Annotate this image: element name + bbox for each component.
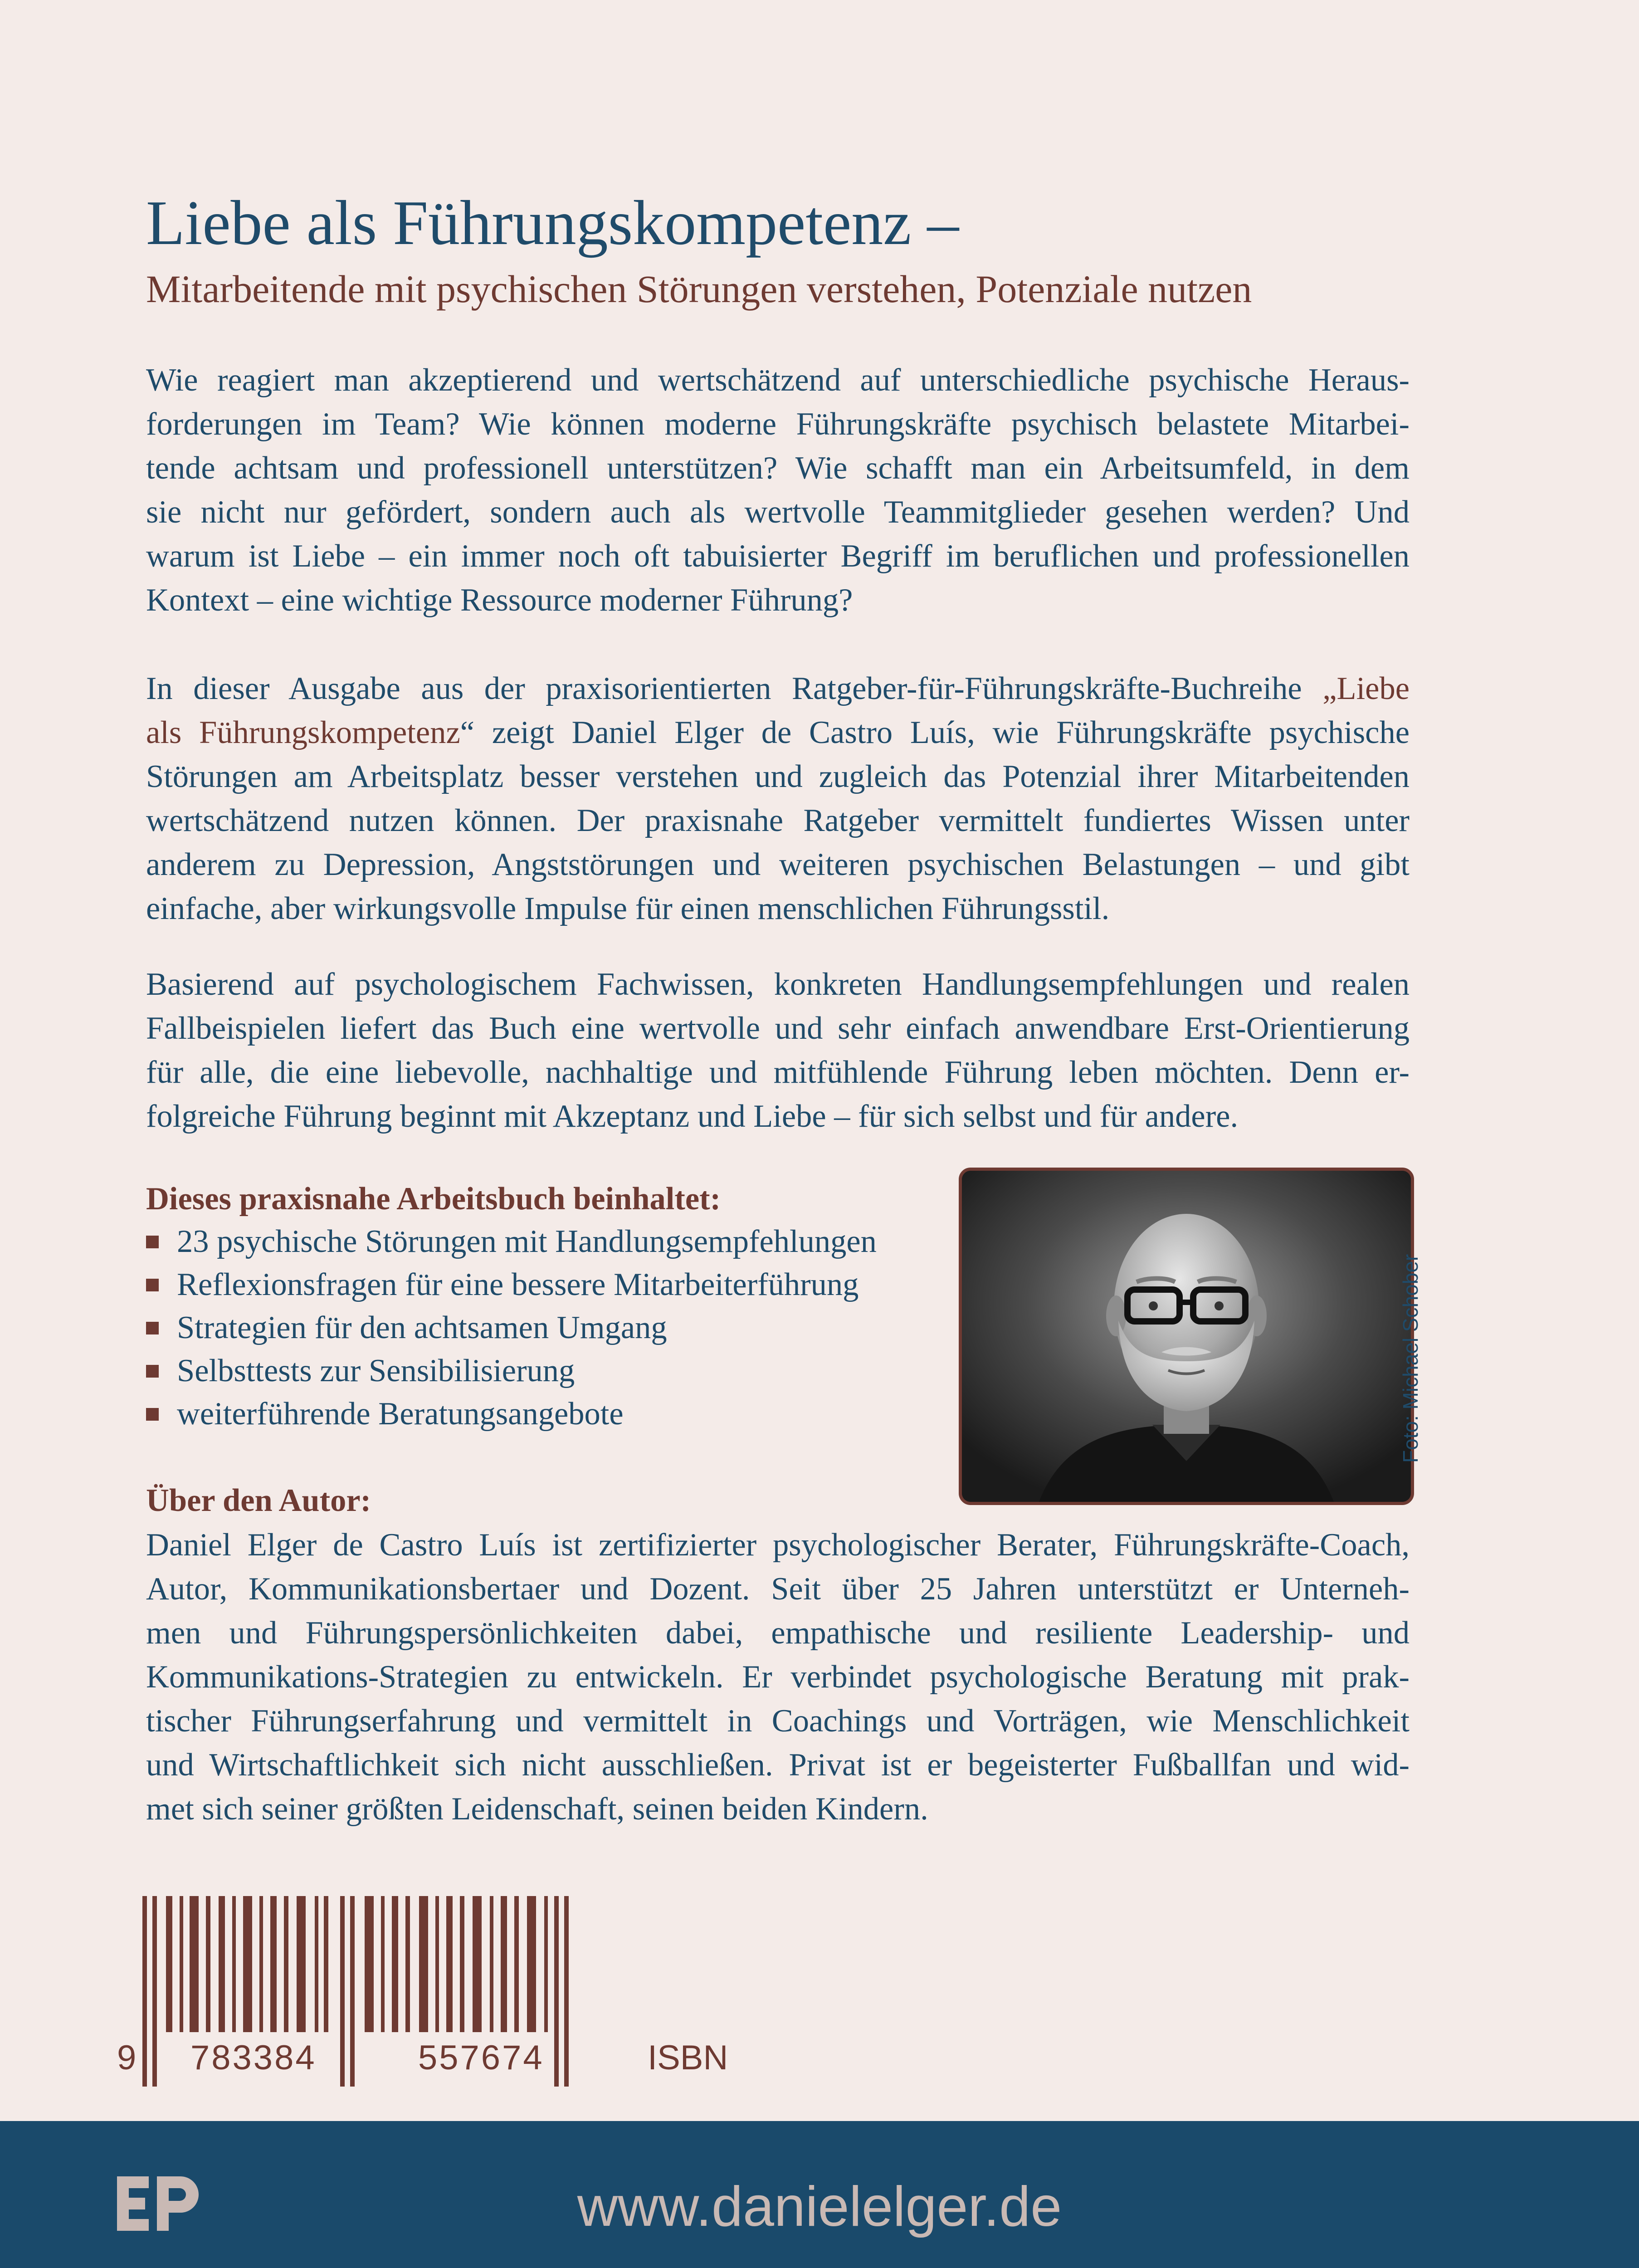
- barcode-bar: [501, 1896, 507, 2032]
- author-portrait-illustration: [962, 1171, 1411, 1502]
- text-line: folgreiche Führung beginnt mit Akzeptanz und Liebe – für sich selbst und für andere.: [146, 1099, 1239, 1134]
- barcode-digits-left: 783384: [190, 2038, 317, 2077]
- barcode-bar: [381, 1896, 385, 2032]
- list-item: [146, 1393, 877, 1436]
- text-line: [146, 711, 1410, 755]
- barcode-bar: [460, 1896, 464, 2032]
- barcode-bar: [166, 1896, 172, 2032]
- isbn-label: ISBN: [648, 2038, 728, 2077]
- text-segment: In dieser Ausgabe aus der praxisorientierten Ratgeber-für-Führungskräfte-Buchreihe: [146, 671, 1323, 706]
- text-line: tende achtsam und professionell unterstützen? Wie schafft man ein Arbeitsumfeld, in dem: [146, 450, 1410, 486]
- barcode-bar: [243, 1896, 252, 2032]
- barcode-bar: [206, 1896, 210, 2032]
- website-url[interactable]: www.danielelger.de: [577, 2175, 1062, 2238]
- barcode-bar: [142, 1896, 147, 2087]
- text-line: Kontext – eine wichtige Ressource moderner Führung?: [146, 582, 853, 618]
- square-bullet-icon: [146, 1236, 159, 1248]
- list-item: [146, 1220, 877, 1263]
- barcode-digit-first: 9: [117, 2038, 137, 2077]
- barcode-bar: [564, 1896, 569, 2087]
- intro-paragraph: [146, 358, 1410, 622]
- square-bullet-icon: [146, 1322, 159, 1334]
- series-title-accent: als Führungskompetenz: [146, 715, 460, 750]
- barcode-bar: [219, 1896, 225, 2032]
- text-segment: “ zeigt Daniel Elger de Castro Luís, wie Führungskräfte psychische: [460, 715, 1410, 750]
- text-line: tischer Führungserfahrung und vermittelt in Coachings und Vorträgen, wie Menschlichkeit: [146, 1703, 1410, 1739]
- barcode-bar: [340, 1896, 345, 2087]
- square-bullet-icon: [146, 1408, 159, 1421]
- text-line: forderungen im Team? Wie können moderne Führungskräfte psychisch belastete Mitarbei-: [146, 406, 1410, 442]
- book-subtitle: Mitarbeitende mit psychischen Störungen verstehen, Potenziale nutzen: [146, 267, 1252, 311]
- photo-credit: Foto: Michael Schober: [1399, 1254, 1422, 1463]
- list-item-label: 23 psychische Störungen mit Handlungsempfehlungen: [177, 1224, 877, 1259]
- description-paragraph: [146, 667, 1410, 931]
- list-item-label: weiterführende Beratungsangebote: [177, 1396, 624, 1432]
- text-line: warum ist Liebe – ein immer noch oft tabuisierter Begriff im beruflichen und professionellen: [146, 538, 1410, 574]
- barcode-bar: [180, 1896, 183, 2032]
- text-line: Daniel Elger de Castro Luís ist zertifizierter psychologischer Berater, Führungskräfte-Coach,: [146, 1527, 1410, 1563]
- author-photo: [959, 1168, 1414, 1505]
- list-item: [146, 1263, 877, 1306]
- barcode-bar: [405, 1896, 410, 2032]
- square-bullet-icon: [146, 1279, 159, 1291]
- text-line: für alle, die eine liebevolle, nachhaltige und mitfühlende Führung leben möchten. Denn er-: [146, 1055, 1410, 1090]
- barcode-bar: [435, 1896, 439, 2032]
- barcode-bar: [392, 1896, 398, 2032]
- barcode-bar: [473, 1896, 482, 2032]
- text-line: met sich seiner größten Leidenschaft, seinen beiden Kindern.: [146, 1791, 928, 1827]
- text-line: wertschätzend nutzen können. Der praxisnahe Ratgeber vermittelt fundiertes Wissen unter: [146, 803, 1410, 838]
- text-line: Störungen am Arbeitsplatz besser verstehen und zugleich das Potenzial ihrer Mitarbeitenden: [146, 759, 1410, 794]
- barcode-bar: [270, 1896, 277, 2032]
- barcode-bar: [324, 1896, 328, 2032]
- book-title: Liebe als Führungskompetenz –: [146, 188, 959, 258]
- text-line: Wie reagiert man akzeptierend und wertschätzend auf unterschiedliche psychische Heraus-: [146, 362, 1410, 398]
- barcode-bar: [490, 1896, 493, 2032]
- text-line: einfache, aber wirkungsvolle Impulse für einen menschlichen Führungsstil.: [146, 891, 1110, 926]
- barcode-bar: [297, 1896, 306, 2032]
- barcode-bar: [554, 1896, 559, 2087]
- list-item-label: Reflexionsfragen für eine bessere Mitarbeiterführung: [177, 1267, 859, 1302]
- list-item: [146, 1349, 877, 1393]
- text-line: Kommunikations-Strategien zu entwickeln. Er verbindet psychologische Beratung mit prak-: [146, 1659, 1410, 1695]
- series-title-accent: „Liebe: [1322, 671, 1410, 706]
- features-list: [146, 1220, 877, 1436]
- text-line: Autor, Kommunikationsbertaer und Dozent. Seit über 25 Jahren unterstützt er Unterneh-: [146, 1571, 1410, 1607]
- barcode-digits-right: 557674: [418, 2038, 544, 2077]
- barcode-bar: [152, 1896, 157, 2087]
- barcode-bar: [284, 1896, 288, 2032]
- text-line: [146, 667, 1410, 711]
- list-item-label: Selbsttests zur Sensibilisierung: [177, 1353, 575, 1388]
- text-line: sie nicht nur gefördert, sondern auch als wertvolle Teammitglieder gesehen werden? Und: [146, 494, 1410, 530]
- text-line: men und Führungspersönlichkeiten dabei, empathische und resiliente Leadership- und: [146, 1615, 1410, 1651]
- barcode-bar: [419, 1896, 428, 2032]
- list-item-label: Strategien für den achtsamen Umgang: [177, 1310, 667, 1345]
- barcode-bar: [446, 1896, 453, 2032]
- author-heading: Über den Autor:: [146, 1483, 371, 1518]
- text-line: anderem zu Depression, Angststörungen und weiteren psychischen Belastungen – und gibt: [146, 847, 1410, 882]
- barcode-bar: [514, 1896, 519, 2032]
- barcode-bar: [365, 1896, 374, 2032]
- summary-paragraph: [146, 963, 1410, 1139]
- barcode-bar: [190, 1896, 199, 2032]
- barcode-bar: [527, 1896, 536, 2032]
- list-item: [146, 1306, 877, 1349]
- text-line: und Wirtschaftlichkeit sich nicht ausschließen. Privat ist er begeisterter Fußballfan und wid-: [146, 1747, 1410, 1783]
- author-bio: [146, 1523, 1410, 1831]
- square-bullet-icon: [146, 1365, 159, 1378]
- barcode-bar: [544, 1896, 548, 2032]
- barcode-bar: [259, 1896, 263, 2032]
- barcode-bar: [232, 1896, 236, 2032]
- barcode-bar: [350, 1896, 355, 2087]
- text-line: Fallbeispielen liefert das Buch eine wertvolle und sehr einfach anwendbare Erst-Orientierung: [146, 1011, 1410, 1046]
- barcode-bar: [315, 1896, 318, 2032]
- text-line: Basierend auf psychologischem Fachwissen, konkreten Handlungsempfehlungen und realen: [146, 967, 1410, 1002]
- features-heading: Dieses praxisnahe Arbeitsbuch beinhaltet:: [146, 1181, 721, 1217]
